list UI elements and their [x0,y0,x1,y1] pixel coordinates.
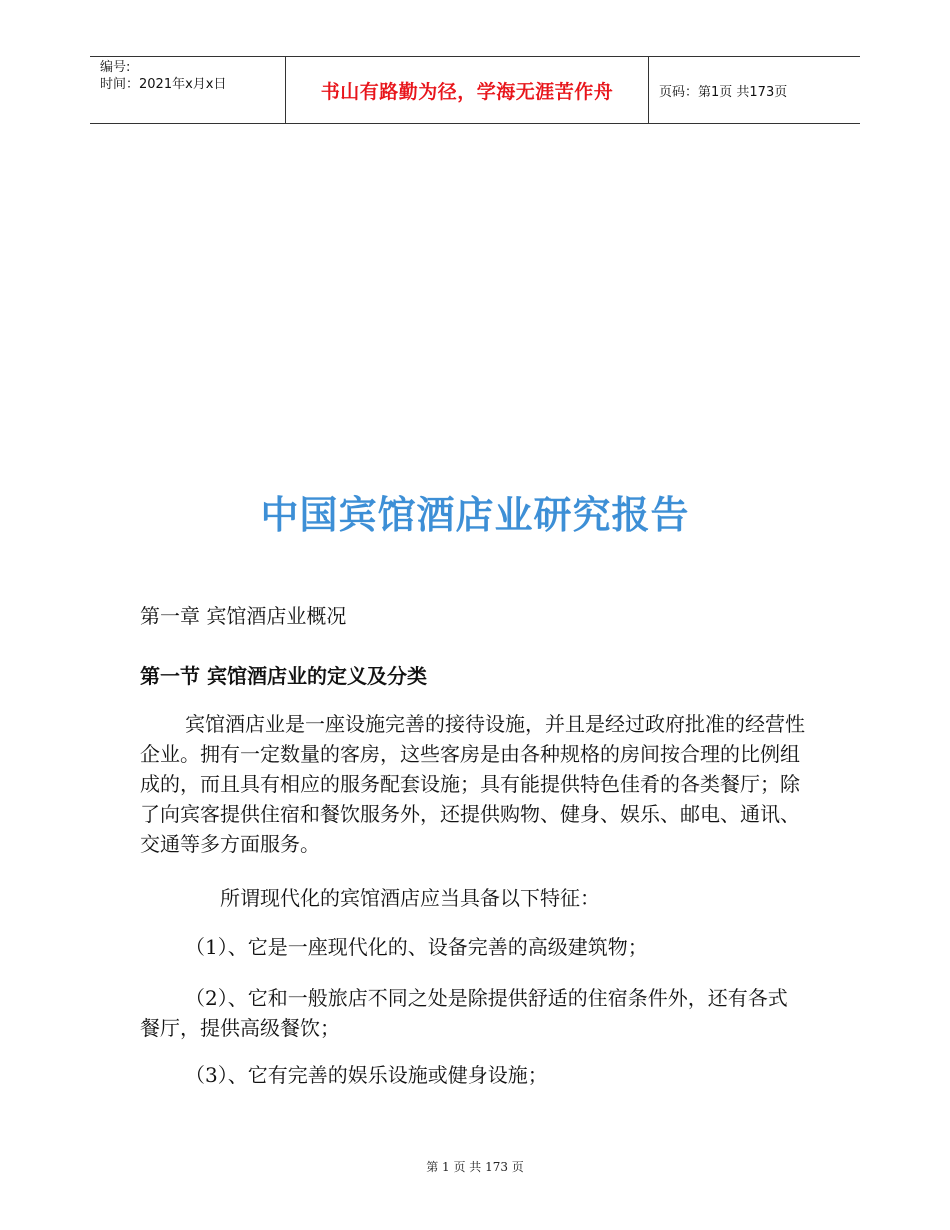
section-heading: 第一节 宾馆酒店业的定义及分类 [140,664,427,688]
document-date: 时间：2021年x月x日 [100,77,227,92]
chapter-heading: 第一章 宾馆酒店业概况 [140,604,347,628]
page-header [90,56,860,124]
header-meta [90,57,286,123]
paragraph-definition: 宾馆酒店业是一座设施完善的接待设施，并且是经过政府批准的经营性企业。拥有一定数量的客房，这些客房是由各种规格的房间按合理的比例组成的，而且具有相应的服务配套设施；具有能提供特色佳肴的各类餐厅；除了向宾客提供住宿和餐饮服务外，还提供购物、健身、娱乐、邮电、通讯、交通等多方面服务。 [140,712,805,856]
list-item-feature-1: （1）、它是一座现代化的、设备完善的高级建筑物； [185,935,648,959]
header-page-info: 页码：第1页 共173页 [659,84,788,100]
document-title: 中国宾馆酒店业研究报告 [260,493,690,537]
list-item-feature-2: （2）、它和一般旅店不同之处是除提供舒适的住宿条件外，还有各式餐厅，提供高级餐饮； [140,986,788,1040]
document-number-label: 编号: [100,60,131,75]
page-footer: 第 1 页 共 173 页 [426,1160,524,1174]
paragraph-features-intro: 所谓现代化的宾馆酒店应当具备以下特征： [220,886,600,910]
header-motto: 书山有路勤为径，学海无涯苦作舟 [286,57,649,123]
list-item-feature-3: （3）、它有完善的娱乐设施或健身设施； [185,1063,548,1087]
